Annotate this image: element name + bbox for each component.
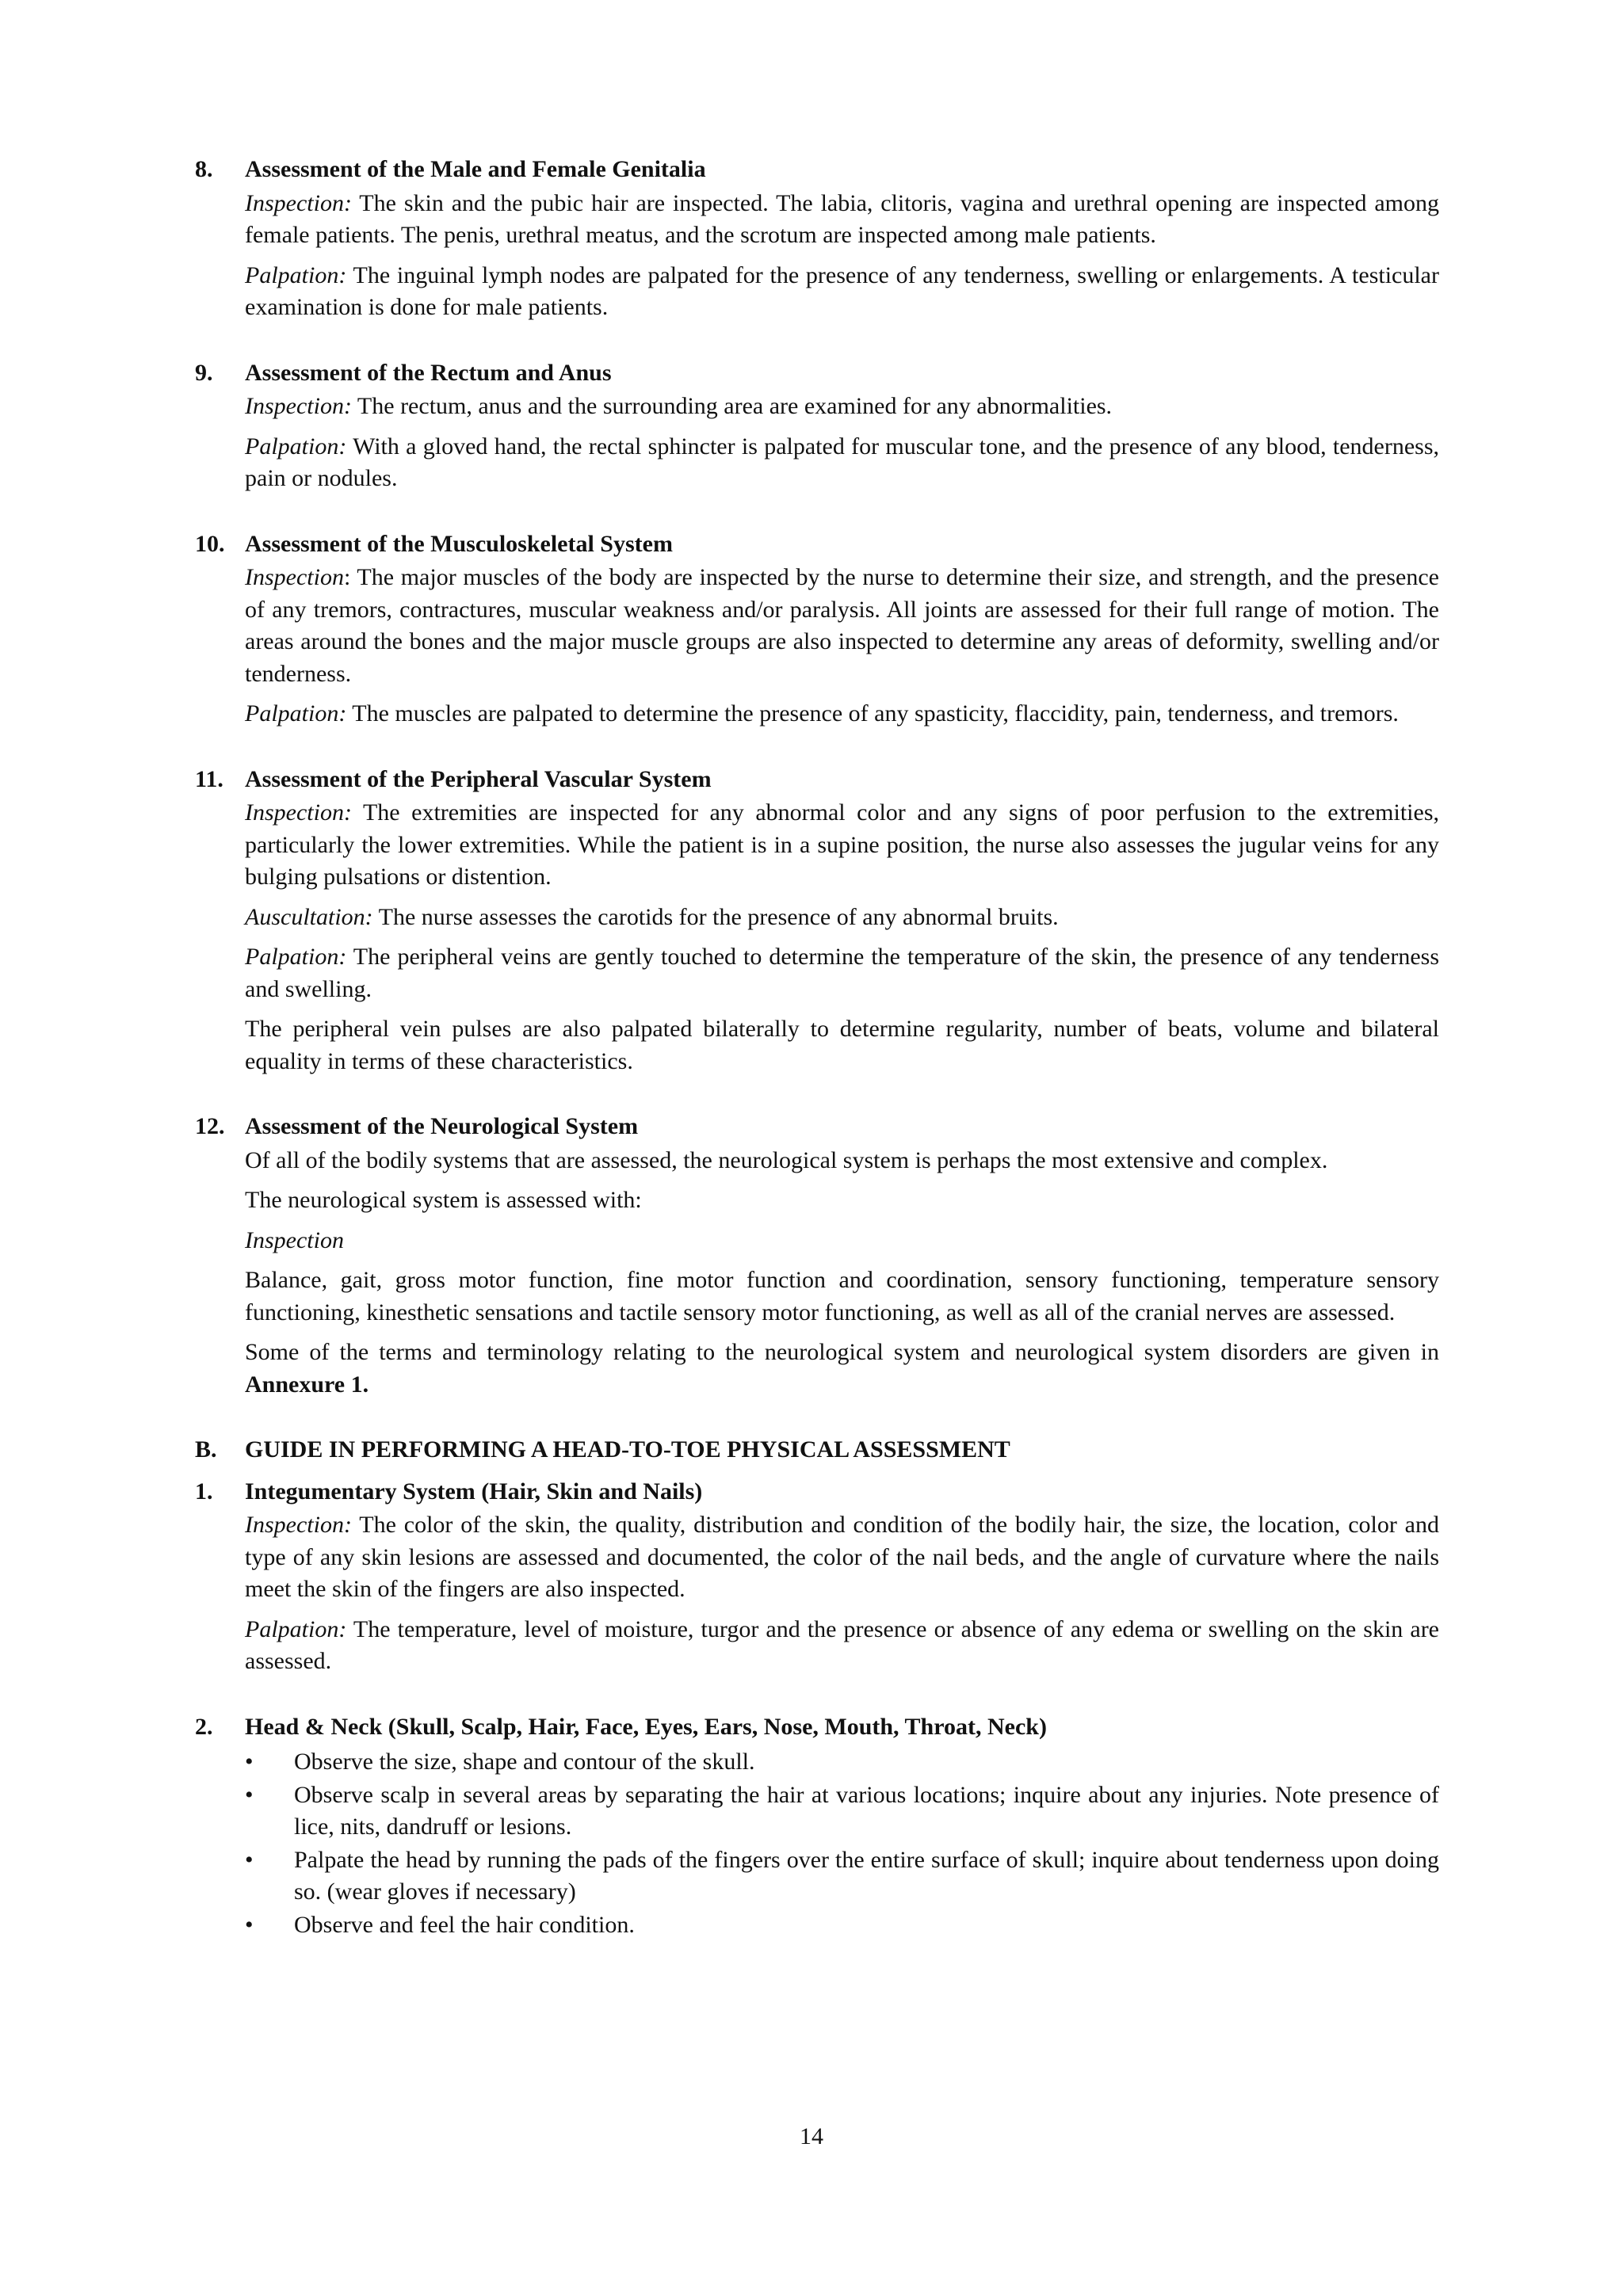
list-item-text: Observe and feel the hair condition. xyxy=(294,1911,635,1938)
paragraph xyxy=(245,1614,1439,1678)
section-musculoskeletal xyxy=(195,528,1439,730)
part-heading xyxy=(195,1434,1439,1466)
list-item-text: Observe scalp in several areas by separating the hair at various locations; inquire about any injuries. Note presence of lice, nits, dandruff or lesions. xyxy=(294,1781,1439,1840)
part-title: GUIDE IN PERFORMING A HEAD-TO-TOE PHYSICAL ASSESSMENT xyxy=(245,1436,1010,1463)
paragraph-text: With a gloved hand, the rectal sphincter is palpated for muscular tone, and the presence of any blood, tenderness, pain or nodules. xyxy=(245,433,1439,491)
bullet-icon: • xyxy=(245,1846,254,1873)
section-heading xyxy=(195,1111,1439,1143)
inspection-label: Inspection: xyxy=(245,1512,352,1538)
palpation-label: Palpation: xyxy=(245,1615,347,1642)
paragraph xyxy=(245,188,1439,252)
paragraph xyxy=(245,797,1439,894)
inspection-label: Inspection: xyxy=(245,189,352,216)
paragraph-text: The color of the skin, the quality, distribution and condition of the bodily hair, the size, the location, color and type of any skin lesions are assessed and documented, the color of the nail beds, and the angle of curvature where the nails meet the skin of the fingers are also inspected. xyxy=(245,1512,1439,1602)
paragraph xyxy=(245,1337,1439,1401)
section-body xyxy=(245,797,1439,1077)
inspection-label: Inspection: xyxy=(245,393,352,419)
section-body xyxy=(245,562,1439,730)
paragraph: The peripheral vein pulses are also palpated bilaterally to determine regularity, number of beats, volume and bilateral equality in terms of these characteristics. xyxy=(245,1016,1439,1074)
paragraph-text: : The major muscles of the body are inspected by the nurse to determine their size, and strength, and the presence of any tremors, contractures, muscular weakness and/or paralysis. All joints are assessed for their full range of motion. The areas around the bones and the major muscle groups are also inspected to determine any areas of deformity, swelling and/or tenderness. xyxy=(245,564,1439,687)
paragraph xyxy=(245,562,1439,690)
section-genitalia xyxy=(195,154,1439,324)
paragraph-text: The rectum, anus and the surrounding area are examined for any abnormalities. xyxy=(351,393,1113,419)
section-heading xyxy=(195,764,1439,796)
section-body xyxy=(245,188,1439,324)
list-item xyxy=(245,1844,1439,1909)
section-title: Assessment of the Neurological System xyxy=(245,1113,639,1139)
section-number: 10. xyxy=(195,530,225,557)
paragraph xyxy=(245,1509,1439,1606)
part-letter: B. xyxy=(195,1436,217,1463)
section-neurological xyxy=(195,1111,1439,1401)
section-title: Assessment of the Male and Female Genitalia xyxy=(245,156,706,182)
paragraph xyxy=(245,431,1439,495)
section-number: 12. xyxy=(195,1113,225,1139)
section-number: 11. xyxy=(195,765,223,792)
inspection-label: Inspection: xyxy=(245,799,352,826)
paragraph xyxy=(245,391,1439,423)
paragraph-text: The peripheral veins are gently touched to determine the temperature of the skin, the presence of any tenderness and swelling. xyxy=(245,944,1439,1002)
list-item-text: Observe the size, shape and contour of the skull. xyxy=(294,1749,755,1775)
section-number: 8. xyxy=(195,156,213,182)
section-heading xyxy=(195,154,1439,186)
paragraph xyxy=(245,698,1439,730)
paragraph-text: The temperature, level of moisture, turgor and the presence or absence of any edema or swelling on the skin are assessed. xyxy=(245,1615,1439,1674)
palpation-label: Palpation: xyxy=(245,700,347,727)
section-body xyxy=(245,391,1439,495)
paragraph: Balance, gait, gross motor function, fine motor function and coordination, sensory functioning, temperature sensory functioning, kinesthetic sensations and tactile sensory motor functioning, as well as all of the cranial nerves are assessed. xyxy=(245,1267,1439,1325)
section-heading xyxy=(195,1711,1439,1744)
list-item xyxy=(245,1909,1439,1942)
section-rectum-anus xyxy=(195,357,1439,495)
section-title: Assessment of the Peripheral Vascular System xyxy=(245,765,712,792)
paragraph-text: The skin and the pubic hair are inspected. The labia, clitoris, vagina and urethral opening are inspected among female patients. The penis, urethral meatus, and the scrotum are inspected among male patients. xyxy=(245,189,1439,248)
palpation-label: Palpation: xyxy=(245,433,347,460)
section-heading xyxy=(195,528,1439,561)
section-heading xyxy=(195,357,1439,390)
page-number: 14 xyxy=(800,2123,823,2149)
paragraph xyxy=(245,902,1439,934)
section-title: Assessment of the Rectum and Anus xyxy=(245,359,612,386)
auscultation-label: Auscultation: xyxy=(245,903,373,930)
section-body xyxy=(245,1145,1439,1402)
section-number: 2. xyxy=(195,1713,213,1740)
list-item xyxy=(245,1746,1439,1779)
page-content xyxy=(195,154,1439,1974)
paragraph-text: The extremities are inspected for any abnormal color and any signs of poor perfusion to the extremities, particularly the lower extremities. While the patient is in a supine position, the nurse also assesses the jugular veins for any bulging pulsations or distention. xyxy=(245,799,1439,890)
section-title: Integumentary System (Hair, Skin and Nails) xyxy=(245,1478,703,1505)
bullet-icon: • xyxy=(245,1749,254,1775)
paragraph: Of all of the bodily systems that are assessed, the neurological system is perhaps the most extensive and complex. xyxy=(245,1146,1328,1173)
paragraph: The neurological system is assessed with: xyxy=(245,1187,642,1213)
paragraph-text: Some of the terms and terminology relating to the neurological system and neurological system disorders are given in xyxy=(245,1339,1439,1365)
section-peripheral-vascular xyxy=(195,764,1439,1078)
section-title: Assessment of the Musculoskeletal System xyxy=(245,530,673,557)
section-body xyxy=(245,1746,1439,1941)
bullet-list xyxy=(245,1746,1439,1941)
section-integumentary xyxy=(195,1476,1439,1678)
list-item-text: Palpate the head by running the pads of the fingers over the entire surface of skull; inquire about tenderness upon doing so. (wear gloves if necessary) xyxy=(294,1846,1439,1905)
bullet-icon: • xyxy=(245,1911,254,1938)
annexure-reference: Annexure 1. xyxy=(245,1371,369,1398)
paragraph-text: The muscles are palpated to determine the presence of any spasticity, flaccidity, pain, tenderness, and tremors. xyxy=(346,700,1399,727)
inspection-label: Inspection xyxy=(245,564,344,590)
bullet-icon: • xyxy=(245,1781,254,1808)
inspection-subheading: Inspection xyxy=(245,1226,344,1253)
list-item xyxy=(245,1779,1439,1844)
section-number: 1. xyxy=(195,1478,213,1505)
paragraph xyxy=(245,260,1439,324)
section-heading xyxy=(195,1476,1439,1508)
paragraph-text: The inguinal lymph nodes are palpated for the presence of any tenderness, swelling or enlargements. A testicular examination is done for male patients. xyxy=(245,261,1439,320)
palpation-label: Palpation: xyxy=(245,944,347,970)
section-body xyxy=(245,1509,1439,1678)
paragraph xyxy=(245,941,1439,1005)
palpation-label: Palpation: xyxy=(245,261,347,288)
section-title: Head & Neck (Skull, Scalp, Hair, Face, Eyes, Ears, Nose, Mouth, Throat, Neck) xyxy=(245,1713,1047,1740)
paragraph-text: The nurse assesses the carotids for the presence of any abnormal bruits. xyxy=(372,903,1059,930)
section-number: 9. xyxy=(195,359,213,386)
section-head-neck xyxy=(195,1711,1439,1942)
